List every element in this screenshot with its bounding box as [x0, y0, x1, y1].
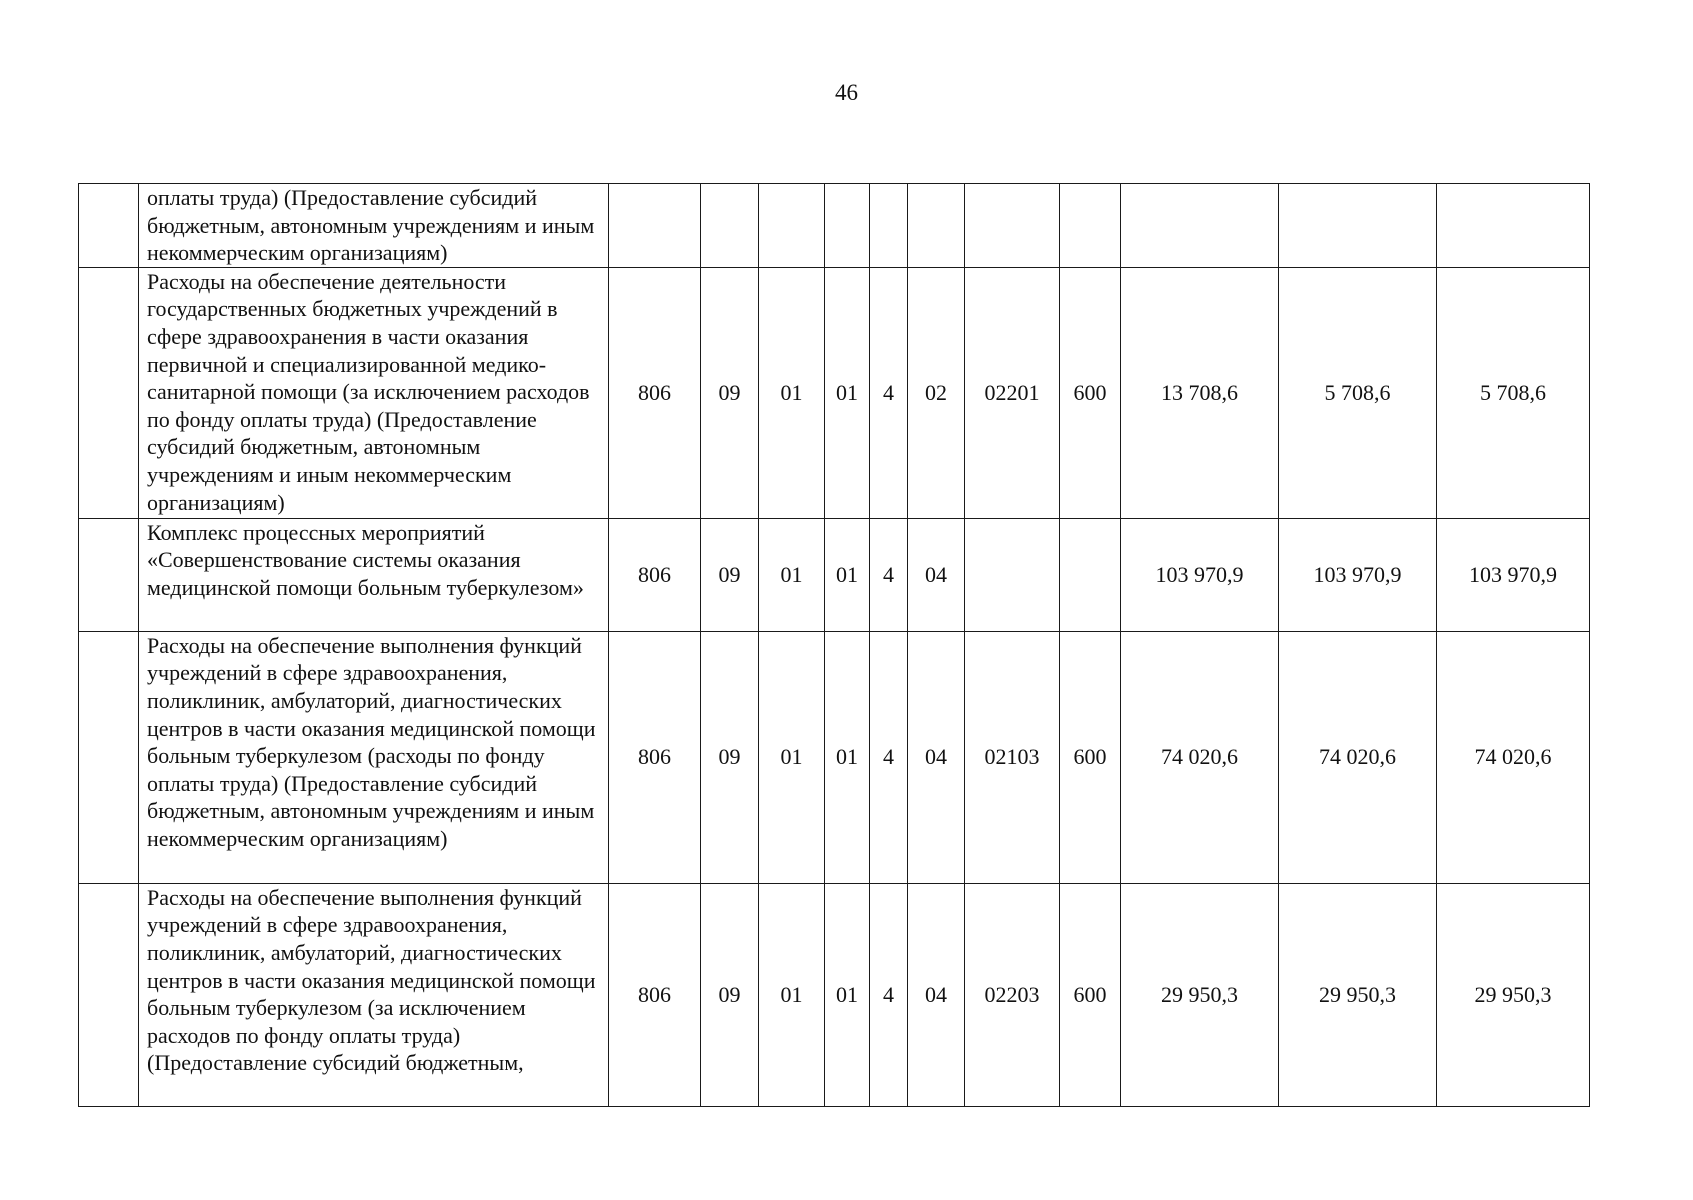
amount-year3-cell: 74 020,6	[1437, 631, 1590, 883]
amount-year2-cell: 74 020,6	[1279, 631, 1437, 883]
expense-type-cell: 600	[1060, 631, 1121, 883]
amount-year3-cell: 5 708,6	[1437, 267, 1590, 518]
direction-code-cell	[965, 184, 1060, 268]
ministry-code-cell: 806	[609, 883, 701, 1106]
direction-code-cell	[965, 518, 1060, 631]
row-number-cell	[79, 518, 139, 631]
section-code-cell: 09	[701, 267, 759, 518]
amount-year2-cell	[1279, 184, 1437, 268]
row-number-cell	[79, 267, 139, 518]
subsection-code-cell: 01	[759, 883, 825, 1106]
type-code-cell: 4	[870, 883, 908, 1106]
expense-type-cell	[1060, 518, 1121, 631]
expense-type-cell: 600	[1060, 883, 1121, 1106]
program-code-cell: 01	[825, 631, 870, 883]
subprogram-code-cell: 02	[908, 267, 965, 518]
amount-year1-cell: 13 708,6	[1121, 267, 1279, 518]
table-row	[79, 518, 1590, 631]
description-cell: Комплекс процессных мероприятий «Совершенствование системы оказания медицинской помощи больным туберкулезом»	[139, 518, 609, 631]
description-cell: Расходы на обеспечение выполнения функций учреждений в сфере здравоохранения, поликлиник, амбулаторий, диагностических центров в части оказания медицинской помощи больным туберкулезом (за исключением расходов по фонду оплаты труда) (Предоставление субсидий бюджетным,	[139, 883, 609, 1106]
program-code-cell: 01	[825, 267, 870, 518]
budget-table	[78, 183, 1590, 1107]
description-cell: оплаты труда) (Предоставление субсидий бюджетным, автономным учреждениям и иным некоммерческим организациям)	[139, 184, 609, 268]
subprogram-code-cell	[908, 184, 965, 268]
row-number-cell	[79, 184, 139, 268]
table-row	[79, 883, 1590, 1106]
table-row	[79, 184, 1590, 268]
amount-year1-cell	[1121, 184, 1279, 268]
section-code-cell: 09	[701, 883, 759, 1106]
amount-year2-cell: 5 708,6	[1279, 267, 1437, 518]
subprogram-code-cell: 04	[908, 883, 965, 1106]
row-number-cell	[79, 631, 139, 883]
amount-year1-cell: 29 950,3	[1121, 883, 1279, 1106]
amount-year3-cell	[1437, 184, 1590, 268]
amount-year1-cell: 74 020,6	[1121, 631, 1279, 883]
ministry-code-cell: 806	[609, 518, 701, 631]
amount-year1-cell: 103 970,9	[1121, 518, 1279, 631]
direction-code-cell: 02203	[965, 883, 1060, 1106]
expense-type-cell	[1060, 184, 1121, 268]
amount-year3-cell: 29 950,3	[1437, 883, 1590, 1106]
program-code-cell	[825, 184, 870, 268]
section-code-cell: 09	[701, 518, 759, 631]
ministry-code-cell	[609, 184, 701, 268]
direction-code-cell: 02201	[965, 267, 1060, 518]
subsection-code-cell: 01	[759, 631, 825, 883]
type-code-cell: 4	[870, 518, 908, 631]
subprogram-code-cell: 04	[908, 631, 965, 883]
table-row	[79, 631, 1590, 883]
ministry-code-cell: 806	[609, 267, 701, 518]
subsection-code-cell	[759, 184, 825, 268]
program-code-cell: 01	[825, 883, 870, 1106]
amount-year2-cell: 29 950,3	[1279, 883, 1437, 1106]
type-code-cell	[870, 184, 908, 268]
description-cell: Расходы на обеспечение деятельности государственных бюджетных учреждений в сфере здравоохранения в части оказания первичной и специализированной медико-санитарной помощи (за исключением расходов по фонду оплаты труда) (Предоставление субсидий бюджетным, автономным учреждениям и иным некоммерческим организациям)	[139, 267, 609, 518]
amount-year3-cell: 103 970,9	[1437, 518, 1590, 631]
type-code-cell: 4	[870, 631, 908, 883]
page-number: 46	[835, 80, 858, 105]
table-row	[79, 267, 1590, 518]
amount-year2-cell: 103 970,9	[1279, 518, 1437, 631]
program-code-cell: 01	[825, 518, 870, 631]
ministry-code-cell: 806	[609, 631, 701, 883]
subsection-code-cell: 01	[759, 518, 825, 631]
type-code-cell: 4	[870, 267, 908, 518]
description-cell: Расходы на обеспечение выполнения функций учреждений в сфере здравоохранения, поликлиник, амбулаторий, диагностических центров в части оказания медицинской помощи больным туберкулезом (расходы по фонду оплаты труда) (Предоставление субсидий бюджетным, автономным учреждениям и иным некоммерческим организациям)	[139, 631, 609, 883]
row-number-cell	[79, 883, 139, 1106]
expense-type-cell: 600	[1060, 267, 1121, 518]
subprogram-code-cell: 04	[908, 518, 965, 631]
direction-code-cell: 02103	[965, 631, 1060, 883]
subsection-code-cell: 01	[759, 267, 825, 518]
section-code-cell	[701, 184, 759, 268]
section-code-cell: 09	[701, 631, 759, 883]
